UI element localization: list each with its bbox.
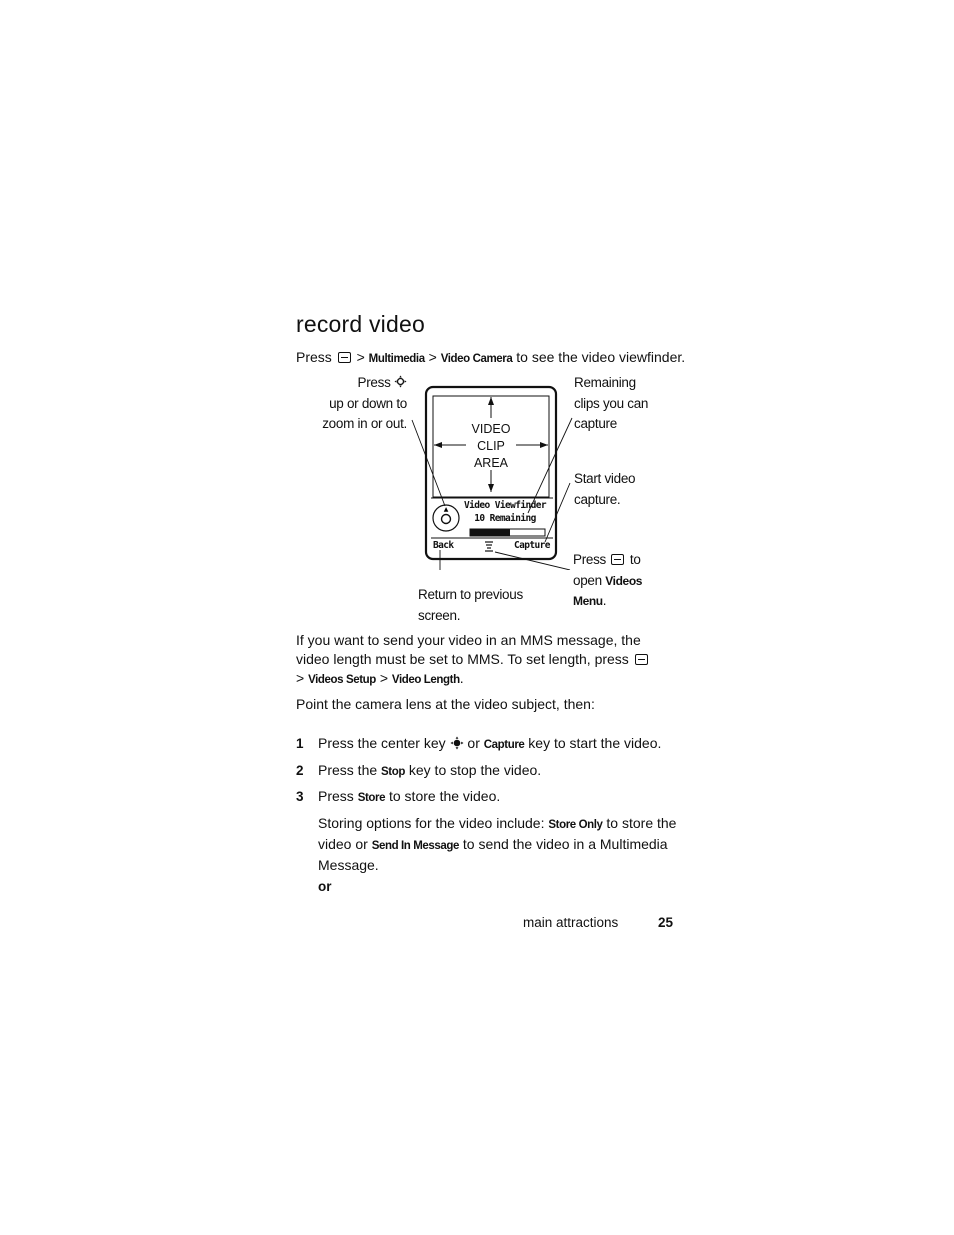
point-paragraph: Point the camera lens at the video subject, then: [296, 696, 595, 712]
step-1: 1 Press the center key or Capture key to start the video. [296, 735, 662, 751]
menu-key-icon [635, 654, 648, 665]
callout-zoom: Press up or down to zoom in or out. [322, 375, 407, 431]
menu-key-icon [338, 352, 351, 363]
menu-key-icon [611, 554, 624, 565]
screen-remaining: 10 Remaining [474, 513, 536, 524]
softkey-back[interactable]: Back [433, 540, 454, 551]
intro-sep: > [356, 349, 365, 365]
mms-paragraph: If you want to send your video in an MMS message, the video length must be set to MMS. To set length, press > Videos Setup > Video Length. [296, 631, 676, 690]
svg-text:▲: ▲ [443, 506, 449, 513]
callout-remaining: Remaining clips you can capture [574, 375, 649, 431]
menu-videos-setup: Videos Setup [308, 674, 376, 686]
menu-video-camera: Video Camera [440, 353, 513, 365]
footer-section: main attractions [523, 915, 619, 930]
callout-menu: Press to open Videos Menu. [573, 552, 643, 608]
menu-multimedia: Multimedia [368, 353, 425, 365]
intro-press: Press [296, 349, 332, 365]
storing-options: Storing options for the video include: Store Only to store the video or Send In Message to send the video in a Multimedia Message. [318, 815, 677, 873]
page-number: 25 [658, 915, 674, 930]
video-clip-area-label: VIDEO CLIP AREA [471, 422, 511, 470]
page-title: record video [296, 311, 425, 337]
center-key-icon [450, 735, 468, 751]
step-3: 3 Press Store to store the video. [296, 788, 501, 804]
softkey-capture[interactable]: Capture [514, 540, 550, 551]
callout-start: Start video capture. [574, 471, 636, 507]
callout-return: Return to previous screen. [418, 587, 523, 623]
step-2: 2 Press the Stop key to stop the video. [296, 762, 542, 778]
phone-screen-diagram [400, 380, 600, 570]
screen-title: Video Viewfinder [464, 500, 546, 511]
menu-video-length: Video Length [391, 674, 460, 686]
intro-sep: > [428, 349, 437, 365]
intro-rest: to see the video viewfinder. [516, 349, 686, 365]
or-label: or [318, 879, 332, 894]
intro-line [296, 348, 685, 369]
